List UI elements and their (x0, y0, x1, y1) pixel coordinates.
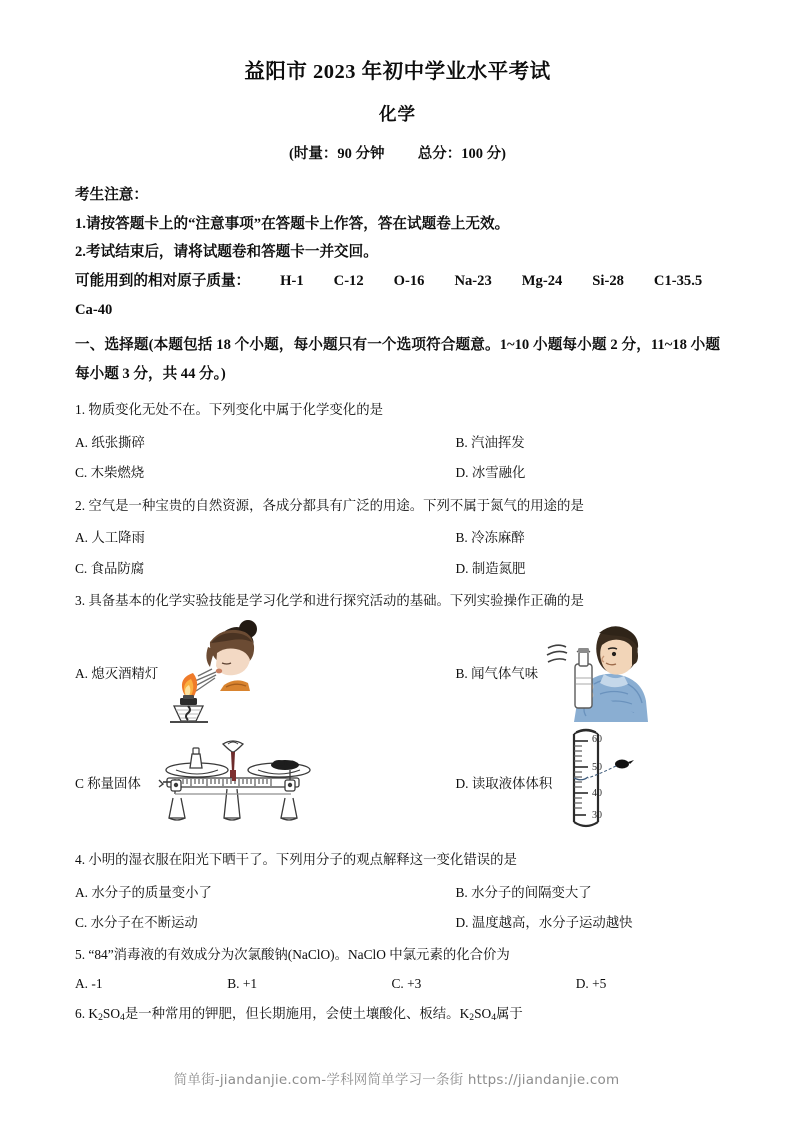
q6-part-4: SO (474, 1006, 492, 1022)
page-title: 益阳市 2023 年初中学业水平考试 (244, 61, 551, 83)
svg-text:60: 60 (592, 734, 603, 746)
question-4-stem: 4. 小明的湿衣服在阳光下晒干了。下列用分子的观点解释这一变化错误的是 (75, 851, 517, 867)
question-3-options (75, 618, 720, 838)
question-3-option-c[interactable] (75, 728, 398, 838)
q6-part-3: 是一种常用的钾肥，但长期施用，会使土壤酸化、板结。K (124, 1006, 470, 1022)
balance-scale-icon (145, 732, 321, 833)
atomic-mass-cl: C1-35.5 (653, 273, 703, 290)
question-3-option-d-label: D. 读取液体体积 (455, 776, 553, 792)
question-4-option-d[interactable]: D. 温度越高，水分子运动越快 (455, 915, 633, 931)
duration-label: (时量：90 分钟 (289, 145, 385, 162)
question-1-option-d[interactable]: D. 冰雪融化 (455, 465, 526, 481)
total-score-label: 总分：100 分) (417, 145, 506, 162)
alcohol-lamp-blowing-icon (162, 617, 266, 728)
atomic-mass-c: C-12 (333, 273, 364, 290)
question-3 (75, 590, 720, 838)
section-heading-choice: 一、选择题(本题包括 18 个小题，每小题只有一个选项符合题意。1~10 小题每小题 2 分，11~18 小题每小题 3 分，共 44 分。) (75, 337, 720, 382)
question-3-option-d[interactable] (398, 728, 721, 838)
question-5-option-c[interactable]: C. +3 (391, 976, 422, 992)
q6-part-5: 属于 (496, 1006, 523, 1022)
question-4 (75, 849, 720, 934)
question-5 (75, 944, 720, 992)
question-5-option-b[interactable]: B. +1 (227, 976, 258, 992)
question-4-option-c[interactable]: C. 水分子在不断运动 (75, 915, 198, 931)
q6-part-1: 6. K (75, 1006, 99, 1022)
question-2-option-c[interactable]: C. 食品防腐 (75, 560, 145, 576)
question-3-option-b-label: B. 闻气体气味 (455, 666, 539, 682)
question-1-options (75, 423, 720, 484)
notice-item-1: 1.请按答题卡上的“注意事项”在答题卡上作答，答在试题卷上无效。 (75, 215, 510, 232)
question-4-options (75, 873, 720, 934)
question-1-option-b[interactable]: B. 汽油挥发 (455, 434, 525, 450)
subject-title: 化学 (379, 103, 416, 124)
question-6-stem (75, 1003, 720, 1026)
q6-part-2: SO (102, 1006, 120, 1022)
question-6 (75, 1003, 720, 1026)
atomic-mass-block (75, 267, 720, 325)
q6-sub-2: 4 (120, 1012, 125, 1024)
question-3-option-a-label: A. 熄灭酒精灯 (75, 666, 159, 682)
exam-meta (75, 142, 720, 163)
page-content (75, 58, 720, 1026)
question-5-stem: 5. “84”消毒液的有效成分为次氯酸钠(NaClO)。NaClO 中氯元素的化合价为 (75, 947, 510, 963)
svg-text:50: 50 (592, 762, 603, 774)
question-3-stem: 3. 具备基本的化学实验技能是学习化学和进行探究活动的基础。下列实验操作正确的是 (75, 593, 584, 609)
question-3-option-a[interactable] (75, 618, 398, 728)
question-2-option-d[interactable]: D. 制造氮肥 (455, 560, 526, 576)
question-4-option-a[interactable]: A. 水分子的质量变小了 (75, 884, 212, 900)
question-2-stem: 2. 空气是一种宝贵的自然资源，各成分都具有广泛的用途。下列不属于氮气的用途的是 (75, 497, 584, 513)
question-1-option-a[interactable]: A. 纸张撕碎 (75, 434, 145, 450)
question-5-option-a[interactable]: A. -1 (75, 976, 103, 992)
question-3-option-b[interactable] (398, 618, 721, 728)
smelling-gas-icon (542, 618, 660, 727)
notice-item-2: 2.考试结束后，请将试题卷和答题卡一并交回。 (75, 244, 378, 261)
svg-text:30: 30 (592, 810, 603, 822)
q6-sub-3: 2 (469, 1012, 475, 1024)
atomic-mass-o: O-16 (393, 273, 425, 290)
question-2 (75, 495, 720, 580)
question-1-option-c[interactable]: C. 木柴燃烧 (75, 465, 145, 481)
atomic-mass-label: 可能用到的相对原子质量： (75, 273, 251, 290)
atomic-mass-ca: Ca-40 (75, 302, 113, 319)
atomic-mass-line (75, 267, 720, 296)
q6-sub-4: 4 (491, 1012, 496, 1024)
candidate-notice (75, 181, 720, 268)
notice-heading: 考生注意： (75, 186, 148, 203)
question-1 (75, 399, 720, 484)
question-2-options (75, 518, 720, 579)
question-5-option-d[interactable]: D. +5 (575, 976, 607, 992)
question-3-option-c-label: C 称量固体 (75, 776, 141, 792)
atomic-mass-na: Na-23 (454, 273, 492, 290)
graduated-cylinder-icon (556, 726, 646, 839)
q6-sub-1: 2 (98, 1012, 103, 1024)
atomic-mass-mg: Mg-24 (521, 273, 563, 290)
question-5-options (75, 976, 720, 992)
question-4-option-b[interactable]: B. 水分子的间隔变大了 (455, 884, 592, 900)
question-2-option-a[interactable]: A. 人工降雨 (75, 530, 145, 546)
svg-text:40: 40 (592, 788, 603, 800)
atomic-mass-si: Si-28 (592, 273, 624, 290)
question-2-option-b[interactable]: B. 冷冻麻醉 (455, 530, 525, 546)
footer-watermark: 简单街-jiandanjie.com-学科网简单学习一条街 https://jiandanjie.com (173, 1072, 620, 1088)
question-1-stem: 1. 物质变化无处不在。下列变化中属于化学变化的是 (75, 402, 383, 418)
atomic-mass-h: H-1 (280, 273, 304, 290)
